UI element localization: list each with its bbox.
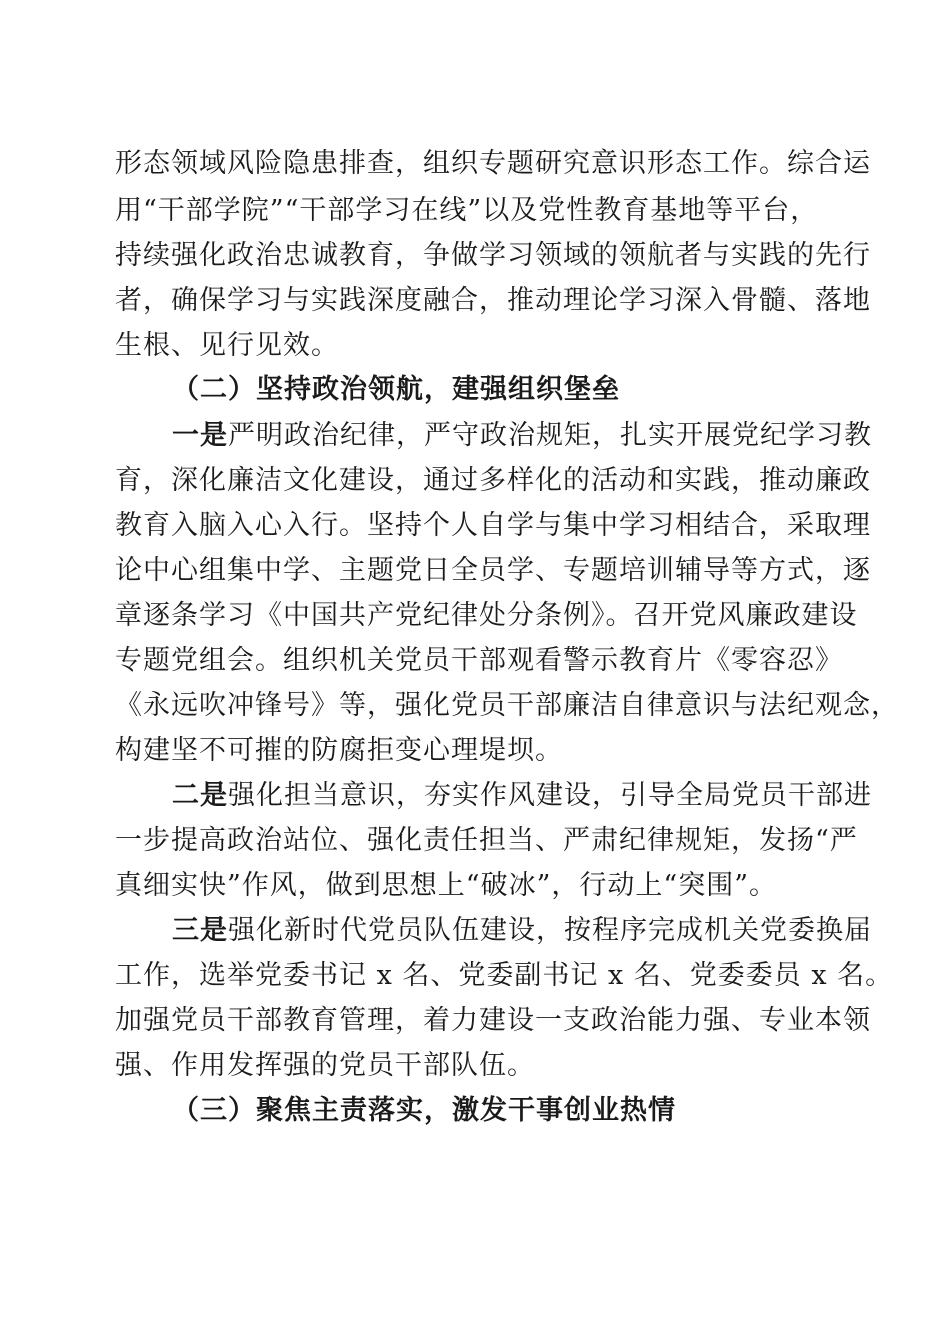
item-lead: 三是 <box>172 915 228 946</box>
item-3-first-line <box>172 911 892 951</box>
paragraph-line: 育，深化廉洁文化建设，通过多样化的活动和实践，推动廉政 <box>115 465 871 496</box>
paragraph-line: 工作，选举党委书记 x 名、党委副书记 x 名、党委委员 x 名。 <box>115 960 894 991</box>
item-2-first-line <box>172 776 892 816</box>
paragraph-line: 形态领域风险隐患排查，组织专题研究意识形态工作。综合运 <box>115 148 871 179</box>
paragraph-line: 严明政治纪律，严守政治规矩，扎实开展党纪学习教 <box>228 420 872 451</box>
paragraph-line: 强、作用发挥强的党员干部队伍。 <box>115 1050 535 1081</box>
paragraph-line: 持续强化政治忠诚教育，争做学习领域的领航者与实践的先行 <box>115 240 871 271</box>
paragraph-line: 强化新时代党员队伍建设，按程序完成机关党委换届 <box>228 915 872 946</box>
paragraph-line: 强化担当意识，夯实作风建设，引导全局党员干部进 <box>228 780 872 811</box>
paragraph-line: 者，确保学习与实践深度融合，推动理论学习深入骨髓、落地 <box>115 285 871 316</box>
item-lead: 一是 <box>172 420 228 451</box>
paragraph-line: 加强党员干部教育管理，着力建设一支政治能力强、专业本领 <box>115 1005 871 1036</box>
item-1-first-line <box>172 416 892 456</box>
paragraph-line: 用“干部学院”“干部学习在线”以及党性教育基地等平台， <box>115 195 819 226</box>
section-heading: （二）坚持政治领航，建强组织堡垒 <box>172 374 620 405</box>
paragraph-line: 真细实快”作风，做到思想上“破冰”，行动上“突围”。 <box>115 870 778 901</box>
item-lead: 二是 <box>172 780 228 811</box>
section-heading: （三）聚焦主责落实，激发干事创业热情 <box>172 1095 676 1126</box>
paragraph-line: 一步提高政治站位、强化责任担当、严肃纪律规矩，发扬“严 <box>115 825 858 856</box>
paragraph-line: 教育入脑入心入行。坚持个人自学与集中学习相结合，采取理 <box>115 510 871 541</box>
paragraph-line: 论中心组集中学、主题党日全员学、专题培训辅导等方式，逐 <box>115 555 871 586</box>
paragraph-line: 章逐条学习《中国共产党纪律处分条例》。召开党风廉政建设 <box>115 600 858 631</box>
paragraph-line: 《永远吹冲锋号》等，强化党员干部廉洁自律意识与法纪观念， <box>115 690 899 721</box>
paragraph-line: 构建坚不可摧的防腐拒变心理堤坝。 <box>115 735 563 766</box>
paragraph-line: 生根、见行见效。 <box>115 330 339 361</box>
paragraph-line: 专题党组会。组织机关党员干部观看警示教育片《零容忍》 <box>115 645 843 676</box>
